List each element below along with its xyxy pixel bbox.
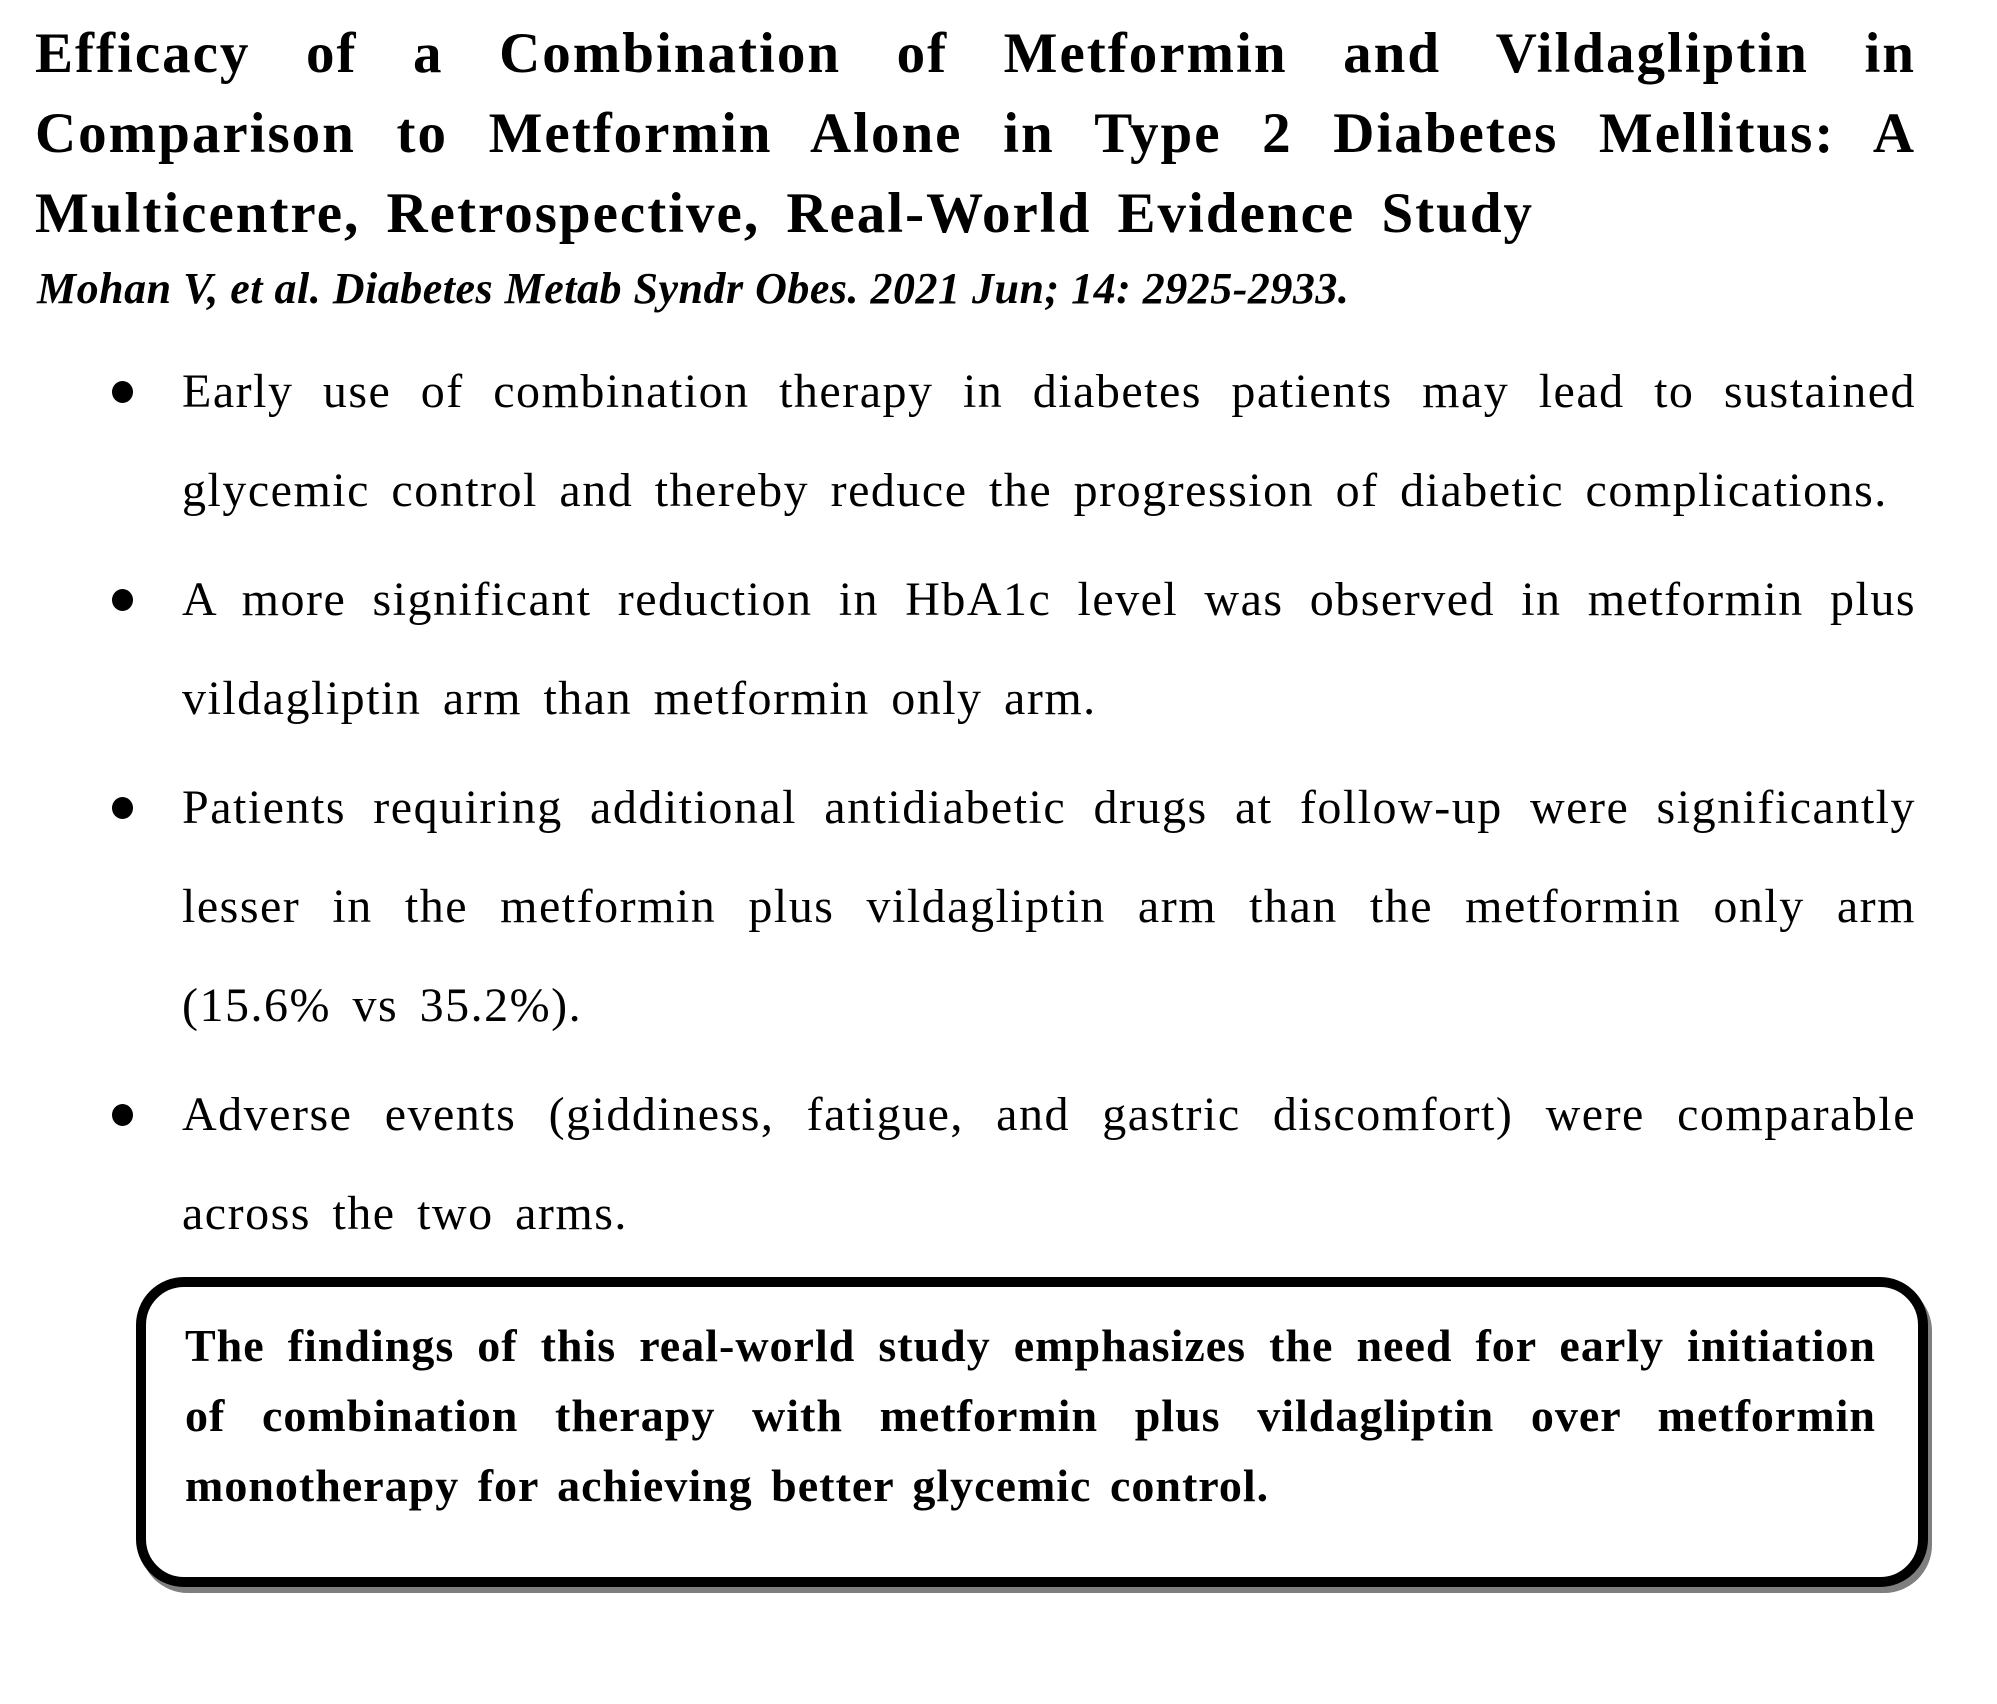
- bullet-point-2: [35, 550, 1916, 748]
- study-title: Efficacy of a Combination of Metformin and Vildagliptin in Comparison to Metformin Alone in Type 2 Diabetes Mellitus: A Multicentre, Retrospective, Real-World Evidence Study: [35, 22, 1916, 245]
- bullet-point-4: [35, 1065, 1916, 1263]
- bullet-point-3-text: Patients requiring additional antidiabetic drugs at follow-up were significantly lesser in the metformin plus vildagliptin arm than the metformin only arm (15.6% vs 35.2%).: [182, 781, 1916, 1032]
- conclusion-text: The findings of this real-world study emphasizes the need for early initiation of combination therapy with metformin plus vildagliptin over metformin monotherapy for achieving better glycemic control.: [185, 1320, 1876, 1511]
- bullet-dot-icon: [112, 797, 133, 819]
- bullet-dot-icon: [112, 589, 133, 611]
- bullet-dot-icon: [112, 1104, 133, 1126]
- bullet-point-2-text: A more significant reduction in HbA1c level was observed in metformin plus vildagliptin arm than metformin only arm.: [182, 573, 1916, 725]
- key-points-list: [35, 342, 1916, 1263]
- bullet-point-4-text: Adverse events (giddiness, fatigue, and gastric discomfort) were comparable across the two arms.: [182, 1088, 1916, 1240]
- bullet-point-1: [35, 342, 1916, 540]
- bullet-point-1-text: Early use of combination therapy in diabetes patients may lead to sustained glycemic control and thereby reduce the progression of diabetic complications.: [182, 365, 1916, 517]
- conclusion-box: [136, 1277, 1928, 1587]
- citation: Mohan V, et al. Diabetes Metab Syndr Obes. 2021 Jun; 14: 2925-2933.: [37, 264, 1350, 313]
- bullet-point-3: [35, 758, 1916, 1055]
- bullet-dot-icon: [112, 381, 133, 403]
